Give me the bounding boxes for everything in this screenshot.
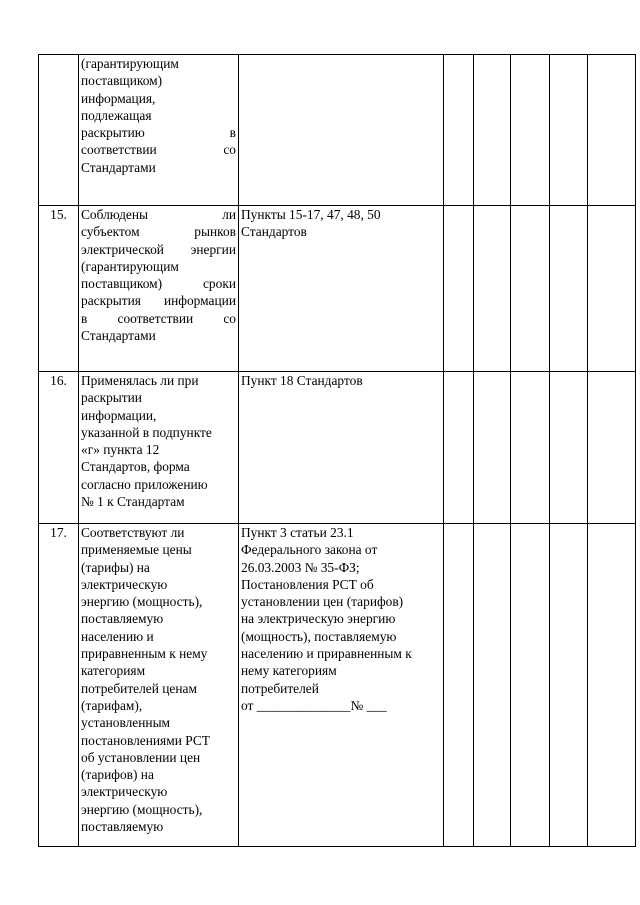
answer-yes-cell[interactable] <box>444 372 474 524</box>
question-line: раскрытии <box>81 390 142 406</box>
question-line: поставляемую <box>81 819 164 835</box>
question-line: поставляемую <box>81 611 164 627</box>
answer-no-cell[interactable] <box>474 206 511 372</box>
table-row <box>39 55 636 206</box>
row-number-cell: 16. <box>39 372 79 524</box>
question-line: энергию (мощность), <box>81 801 203 817</box>
question-line: электрической энергии <box>81 241 236 257</box>
answer-na-cell[interactable] <box>511 55 550 206</box>
answer-no-cell[interactable] <box>474 55 511 206</box>
answer-extra-cell[interactable] <box>550 55 588 206</box>
basis-line: Пункт 18 Стандартов <box>241 373 363 388</box>
table-row <box>39 206 636 372</box>
answer-extra-cell[interactable] <box>550 372 588 524</box>
basis-line: (мощность), поставляемую <box>241 628 397 644</box>
question-line: об установлении цен <box>81 749 201 765</box>
row-number-cell: 17. <box>39 524 79 847</box>
notes-cell[interactable] <box>588 206 636 372</box>
question-line: электрическую <box>81 784 168 800</box>
question-line: постановлениями РСТ <box>81 732 210 748</box>
table-row <box>39 372 636 524</box>
answer-extra-cell[interactable] <box>550 206 588 372</box>
question-cell <box>79 524 239 847</box>
answer-no-cell[interactable] <box>474 524 511 847</box>
answer-no-cell[interactable] <box>474 372 511 524</box>
question-line: потребителей ценам <box>81 680 197 696</box>
basis-line: Федерального закона от <box>241 542 378 558</box>
question-line: (тарифам), <box>81 697 143 713</box>
question-line: энергию (мощность), <box>81 594 203 610</box>
table-row <box>39 524 636 847</box>
question-line: (тарифов) на <box>81 767 154 783</box>
basis-line: Постановления РСТ об <box>241 576 374 592</box>
notes-cell[interactable] <box>588 372 636 524</box>
question-line: в соответствии со <box>81 310 236 326</box>
row-number-cell <box>39 55 79 206</box>
question-line: поставщиком) сроки <box>81 276 236 292</box>
basis-cell <box>239 524 444 847</box>
question-line: Применялась ли при <box>81 373 199 388</box>
question-line: № 1 к Стандартам <box>81 494 185 510</box>
basis-line: населению и приравненным к <box>241 646 412 662</box>
question-line: электрическую <box>81 576 168 592</box>
basis-line: от ______________№ ___ <box>241 697 387 713</box>
question-line: применяемые цены <box>81 542 192 558</box>
question-line: Стандартов, форма <box>81 459 190 475</box>
question-cell <box>79 55 239 206</box>
question-line: согласно приложению <box>81 476 208 492</box>
basis-line: потребителей <box>241 680 319 696</box>
question-line: подлежащая <box>81 107 152 123</box>
notes-cell[interactable] <box>588 55 636 206</box>
answer-na-cell[interactable] <box>511 524 550 847</box>
question-cell <box>79 372 239 524</box>
question-line: (тарифы) на <box>81 559 150 575</box>
question-line: соответствии со <box>81 142 236 158</box>
notes-cell[interactable] <box>588 524 636 847</box>
basis-line: Стандартов <box>241 224 307 240</box>
question-line: Соблюдены ли <box>81 207 236 222</box>
checklist-table <box>38 54 636 847</box>
question-line: (гарантирующим <box>81 56 179 71</box>
question-line: информации, <box>81 407 157 423</box>
basis-line: на электрическую энергию <box>241 611 396 627</box>
question-line: «г» пункта 12 <box>81 442 160 458</box>
question-line: (гарантирующим <box>81 258 179 274</box>
answer-na-cell[interactable] <box>511 206 550 372</box>
basis-line: установлении цен (тарифов) <box>241 594 404 610</box>
answer-yes-cell[interactable] <box>444 206 474 372</box>
basis-line: 26.03.2003 № 35-ФЗ; <box>241 559 360 575</box>
question-line: Соответствуют ли <box>81 525 185 540</box>
question-line: категориям <box>81 663 146 679</box>
answer-na-cell[interactable] <box>511 372 550 524</box>
question-line: субъектом рынков <box>81 224 236 240</box>
basis-line: нему категориям <box>241 663 337 679</box>
question-cell <box>79 206 239 372</box>
answer-yes-cell[interactable] <box>444 524 474 847</box>
question-line: Стандартами <box>81 328 156 344</box>
basis-line: Пункты 15-17, 47, 48, 50 <box>241 207 381 222</box>
question-line: населению и <box>81 628 154 644</box>
question-line: поставщиком) <box>81 73 163 89</box>
question-line: раскрытия информации <box>81 293 236 309</box>
basis-cell <box>239 55 444 206</box>
row-number-cell: 15. <box>39 206 79 372</box>
basis-cell <box>239 206 444 372</box>
question-line: приравненным к нему <box>81 646 208 662</box>
question-line: Стандартами <box>81 159 156 175</box>
answer-yes-cell[interactable] <box>444 55 474 206</box>
question-line: информация, <box>81 90 156 106</box>
question-line: раскрытию в <box>81 125 236 141</box>
basis-line: Пункт 3 статьи 23.1 <box>241 525 354 540</box>
basis-cell <box>239 372 444 524</box>
question-line: указанной в подпункте <box>81 424 212 440</box>
question-line: установленным <box>81 715 171 731</box>
answer-extra-cell[interactable] <box>550 524 588 847</box>
